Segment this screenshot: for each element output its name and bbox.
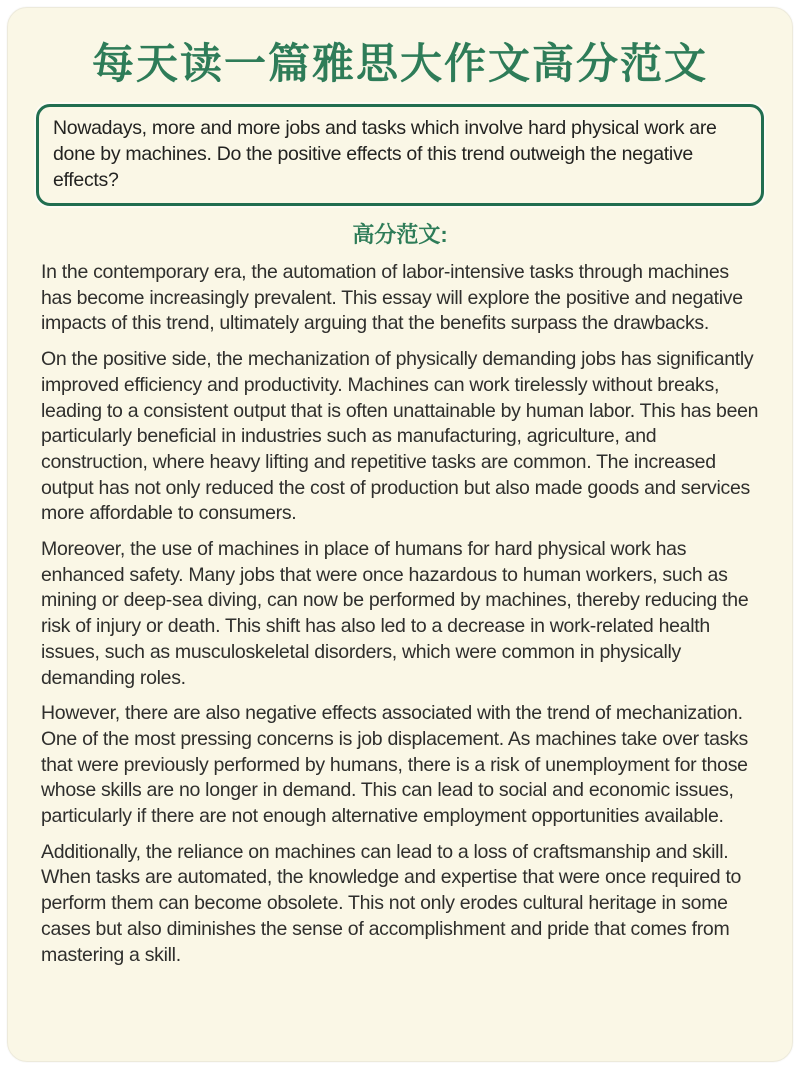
page-title: 每天读一篇雅思大作文高分范文 [91,40,708,87]
section-heading: 高分范文: [352,222,448,247]
essay-paragraph-5: Additionally, the reliance on machines can lead to a loss of craftsmanship and skill. When tasks are automated, the knowledge and expertise that were once required to perform them can become obsolete. This not only erodes cultural heritage in some cases but also diminishes the sense of accomplishment and pride that comes from mastering a skill. [41,840,742,966]
essay-paragraph-4: However, there are also negative effects associated with the trend of mechanization. One of the most pressing concerns is job displacement. As machines take over tasks that were previously performed by humans, there is a risk of unemployment for those whose skills are no longer in demand. This can lead to social and economic issues, particularly if there are not enough alternative employment opportunities available. [41,702,749,828]
essay-body [41,260,759,968]
essay-card [7,7,793,1062]
prompt-text: Nowadays, more and more jobs and tasks which involve hard physical work are done by machines. Do the positive effects of this trend outweigh the negative effects? [53,117,717,191]
essay-paragraph-2: On the positive side, the mechanization of physically demanding jobs has significantly improved efficiency and productivity. Machines can work tirelessly without breaks, leading to a consistent output that is often unattainable by human labor. This has been particularly beneficial in industries such as manufacturing, agriculture, and construction, where heavy lifting and repetitive tasks are common. The increased output has not only reduced the cost of production but also made goods and services more affordable to consumers. [41,348,759,525]
essay-paragraph-3: Moreover, the use of machines in place of humans for hard physical work has enhanced safety. Many jobs that were once hazardous to human workers, such as mining or deep-sea diving, can now be performed by machines, thereby reducing the risk of injury or death. This shift has also led to a decrease in work-related health issues, such as musculoskeletal disorders, which were common in physically demanding roles. [41,538,749,689]
essay-paragraph-1: In the contemporary era, the automation of labor-intensive tasks through machines has become increasingly prevalent. This essay will explore the positive and negative impacts of this trend, ultimately arguing that the benefits surpass the drawbacks. [41,261,743,335]
prompt-box [36,104,764,206]
